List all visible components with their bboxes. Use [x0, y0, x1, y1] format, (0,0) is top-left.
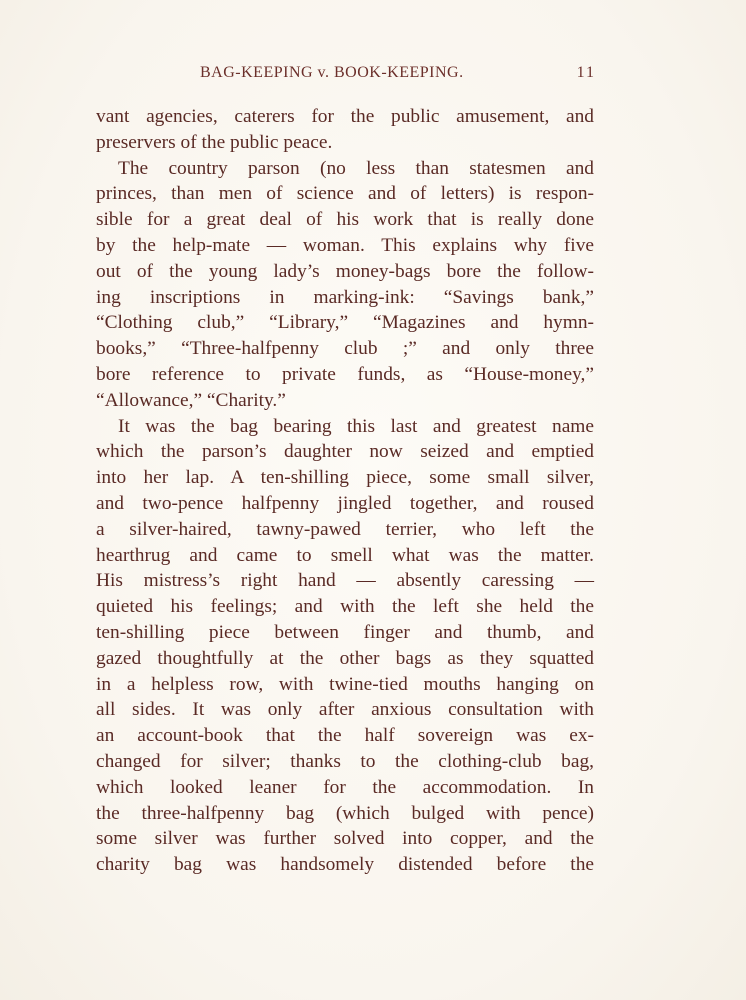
text-line: ten-shilling piece between finger and thumb, and — [96, 621, 594, 643]
text-line: princes, than men of science and of letters) is respon- — [96, 183, 594, 205]
text-line: It was the bag bearing this last and greatest name — [118, 415, 594, 437]
text-line: preservers of the public peace. — [96, 131, 333, 153]
text-line: changed for silver; thanks to the clothing-club bag, — [96, 750, 594, 772]
text-line: in a helpless row, with twine-tied mouths hanging on — [96, 673, 594, 695]
text-line: quieted his feelings; and with the left she held the — [96, 596, 594, 618]
text-line: “Allowance,” “Charity.” — [96, 389, 286, 411]
text-line: a silver-haired, tawny-pawed terrier, who left the — [96, 518, 594, 540]
text-line: by the help-mate — woman. This explains why five — [96, 234, 594, 256]
text-line: vant agencies, caterers for the public amusement, and — [96, 106, 594, 127]
text-line: bore reference to private funds, as “House-money,” — [96, 363, 594, 385]
text-line: The country parson (no less than statesmen and — [118, 157, 594, 179]
text-line: an account-book that the half sovereign was ex- — [96, 725, 594, 747]
text-line: which looked leaner for the accommodation. In — [96, 776, 594, 798]
running-title: BAG-KEEPING v. BOOK-KEEPING. — [200, 64, 464, 81]
text-line: all sides. It was only after anxious consultation with — [96, 699, 594, 721]
text-line: the three-halfpenny bag (which bulged with pence) — [96, 802, 594, 824]
text-line: sible for a great deal of his work that is really done — [96, 209, 594, 231]
running-head — [96, 62, 596, 86]
text-line: gazed thoughtfully at the other bags as they squatted — [96, 647, 594, 669]
text-line: ing inscriptions in marking-ink: “Savings bank,” — [96, 286, 594, 308]
text-line: charity bag was handsomely distended before the — [96, 854, 594, 876]
text-line: and two-pence halfpenny jingled together, and roused — [96, 492, 594, 514]
text-line: His mistress’s right hand — absently caressing — — [96, 570, 594, 592]
text-line: out of the young lady’s money-bags bore the follow- — [96, 260, 594, 282]
text-line: which the parson’s daughter now seized and emptied — [96, 441, 594, 463]
page-number: 11 — [576, 64, 596, 81]
text-line: into her lap. A ten-shilling piece, some small silver, — [96, 467, 594, 489]
text-line: some silver was further solved into copper, and the — [96, 828, 594, 850]
body-text — [96, 104, 594, 878]
text-line: hearthrug and came to smell what was the matter. — [96, 544, 594, 566]
text-line: books,” “Three-halfpenny club ;” and only three — [96, 338, 594, 360]
text-line: “Clothing club,” “Library,” “Magazines and hymn- — [96, 312, 594, 334]
